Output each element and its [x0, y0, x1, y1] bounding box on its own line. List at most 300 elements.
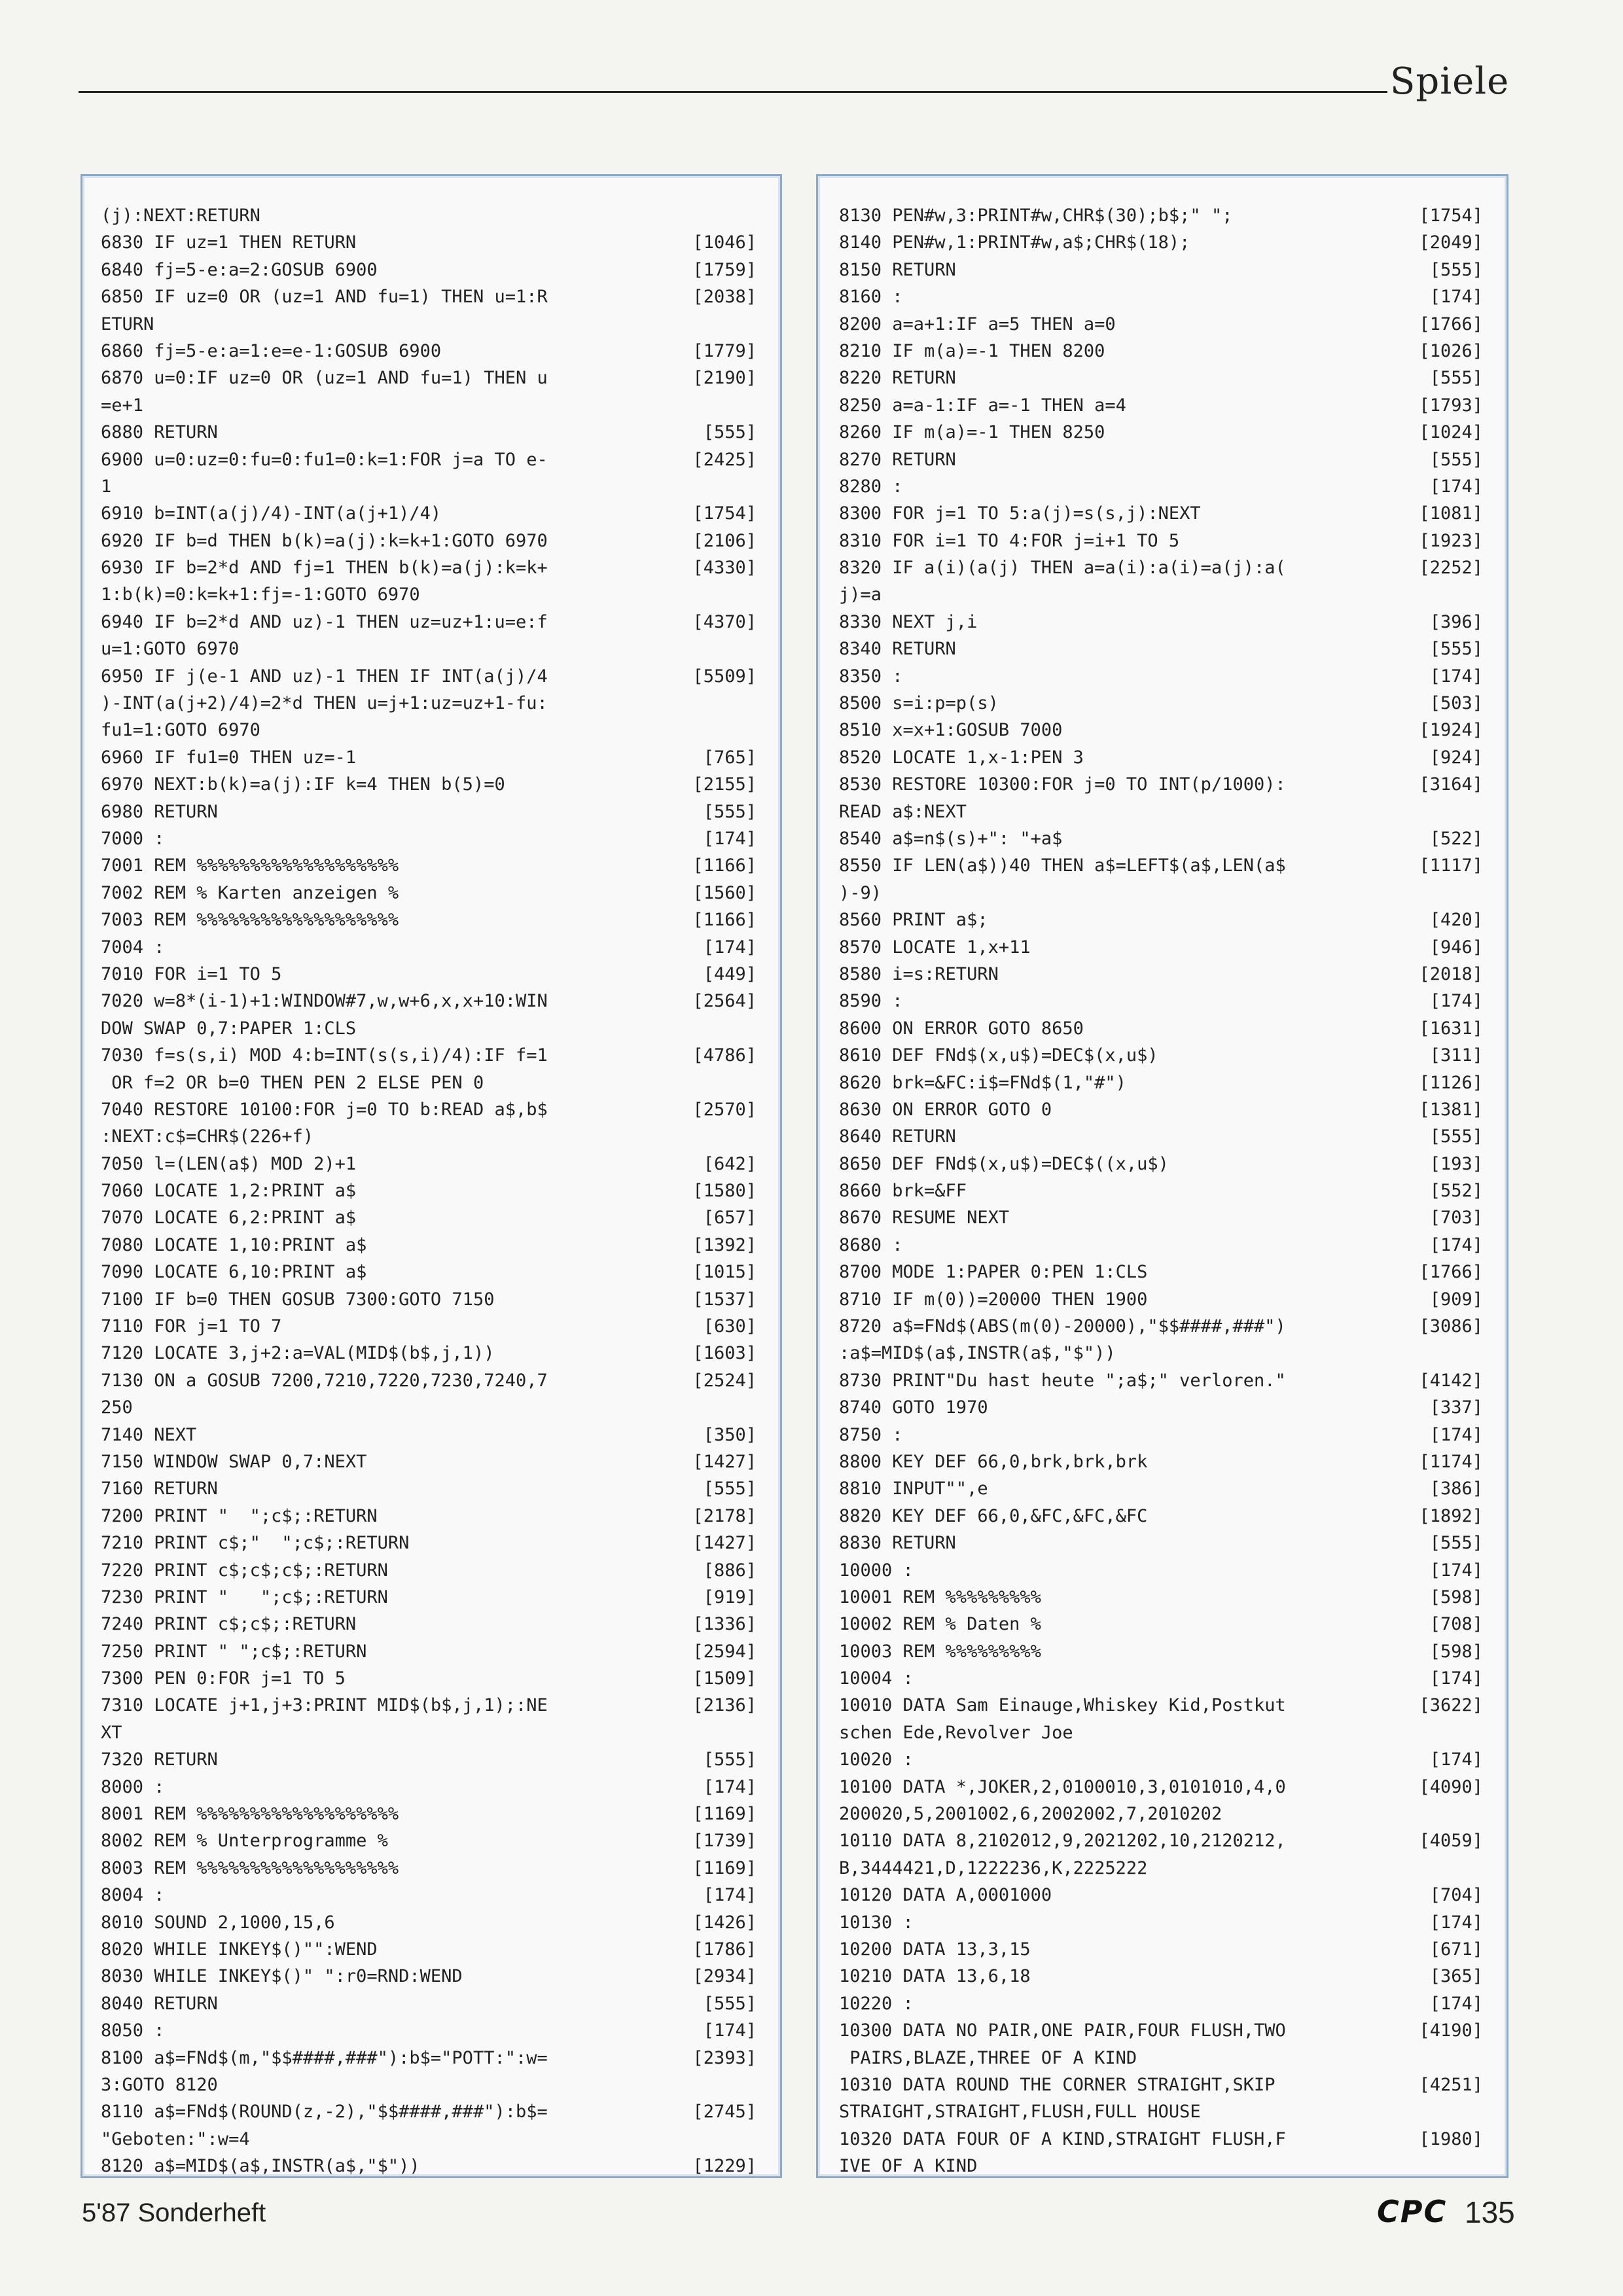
header-rule	[79, 91, 1387, 93]
code-text: 8520 LOCATE 1,x-1:PEN 3	[839, 747, 1084, 768]
code-line	[101, 798, 757, 825]
checksum: [555]	[1429, 1126, 1483, 1147]
code-text: 3:GOTO 8120	[101, 2074, 218, 2095]
checksum: [2049]	[1419, 232, 1483, 253]
checksum: [555]	[703, 801, 757, 822]
code-line	[101, 1638, 757, 1665]
code-text: 8800 KEY DEF 66,0,brk,brk,brk	[839, 1451, 1148, 1472]
checksum: [1766]	[1419, 1262, 1483, 1283]
checksum: [174]	[703, 937, 757, 958]
code-line	[101, 283, 757, 310]
code-line	[839, 1746, 1483, 1773]
code-text: 8650 DEF FNd$(x,u$)=DEC$((x,u$)	[839, 1153, 1169, 1174]
code-text: 8020 WHILE INKEY$()"":WEND	[101, 1939, 378, 1960]
code-text: 7310 LOCATE j+1,j+3:PRINT MID$(b$,j,1);:NE	[101, 1695, 548, 1716]
code-text: 8670 RESUME NEXT	[839, 1208, 1010, 1229]
code-text: 6960 IF fu1=0 THEN uz=-1	[101, 747, 357, 768]
code-text: 7100 IF b=0 THEN GOSUB 7300:GOTO 7150	[101, 1289, 495, 1310]
checksum: [522]	[1429, 828, 1483, 849]
code-line	[839, 1204, 1483, 1231]
checksum: [4190]	[1419, 2020, 1483, 2041]
checksum: [1046]	[692, 232, 757, 253]
checksum: [2570]	[692, 1099, 757, 1120]
code-text: 6920 IF b=d THEN b(k)=a(j):k=k+1:GOTO 6970	[101, 530, 548, 551]
code-line	[101, 1936, 757, 1963]
code-text: 8660 brk=&FF	[839, 1181, 967, 1202]
section-title: Spiele	[1390, 60, 1510, 103]
checksum: [1580]	[692, 1181, 757, 1202]
code-text: 8002 REM % Unterprogramme %	[101, 1831, 388, 1852]
code-text: 7210 PRINT c$;" ";c$;:RETURN	[101, 1533, 410, 1554]
checksum: [5509]	[692, 666, 757, 687]
checksum: [386]	[1429, 1479, 1483, 1499]
code-text: 8560 PRINT a$;	[839, 910, 988, 931]
code-line	[101, 1827, 757, 1854]
checksum: [657]	[703, 1208, 757, 1229]
checksum: [598]	[1429, 1641, 1483, 1662]
code-line	[101, 1313, 757, 1340]
checksum: [630]	[703, 1316, 757, 1337]
code-line	[101, 825, 757, 852]
code-line	[839, 636, 1483, 662]
code-text: 8720 a$=FNd$(ABS(m(0)-20000),"$$####,###")	[839, 1316, 1286, 1337]
code-line	[839, 1990, 1483, 2017]
code-line	[101, 1882, 757, 1909]
code-text: 7040 RESTORE 10100:FOR j=0 TO b:READ a$,b$	[101, 1099, 548, 1120]
code-line	[101, 1394, 757, 1421]
checksum: [2038]	[692, 287, 757, 308]
code-text: 8540 a$=n$(s)+": "+a$	[839, 828, 1063, 849]
code-line	[101, 690, 757, 717]
code-text: 8050 :	[101, 2020, 165, 2041]
code-line	[839, 1530, 1483, 1556]
checksum: [3622]	[1419, 1695, 1483, 1716]
checksum: [311]	[1429, 1045, 1483, 1066]
code-line	[839, 1774, 1483, 1801]
code-text: fu1=1:GOTO 6970	[101, 720, 260, 741]
code-text: 7250 PRINT " ";c$;:RETURN	[101, 1641, 367, 1662]
checksum: [924]	[1429, 747, 1483, 768]
checksum: [1759]	[692, 259, 757, 280]
code-text: 7000 :	[101, 828, 165, 849]
code-text: 8160 :	[839, 287, 903, 308]
code-text: 7090 LOCATE 6,10:PRINT a$	[101, 1262, 367, 1283]
checksum: [1509]	[692, 1668, 757, 1689]
code-text: 8830 RETURN	[839, 1533, 956, 1554]
code-line	[839, 1882, 1483, 1909]
code-line	[101, 1909, 757, 1936]
code-line	[101, 1665, 757, 1692]
checksum: [174]	[1429, 1912, 1483, 1933]
checksum: [503]	[1429, 693, 1483, 714]
code-text: 8150 RETURN	[839, 259, 956, 280]
code-line	[839, 283, 1483, 310]
checksum: [2190]	[692, 368, 757, 389]
code-text: 7020 w=8*(i-1)+1:WINDOW#7,w,w+6,x,x+10:WIN	[101, 991, 548, 1012]
checksum: [337]	[1429, 1397, 1483, 1418]
code-text: DOW SWAP 0,7:PAPER 1:CLS	[101, 1018, 357, 1039]
code-line	[839, 338, 1483, 365]
code-line	[101, 636, 757, 662]
checksum: [552]	[1429, 1181, 1483, 1202]
code-line	[839, 1151, 1483, 1177]
code-text: 8610 DEF FNd$(x,u$)=DEC$(x,u$)	[839, 1045, 1158, 1066]
code-text: 8740 GOTO 1970	[839, 1397, 988, 1418]
code-line	[101, 1232, 757, 1259]
code-text: 8750 :	[839, 1424, 903, 1445]
code-text: 8110 a$=FNd$(ROUND(z,-2),"$$####,###"):b$=	[101, 2102, 548, 2123]
checksum: [1117]	[1419, 855, 1483, 876]
code-text: 6900 u=0:uz=0:fu=0:fu1=0:k=1:FOR j=a TO e-	[101, 449, 548, 470]
code-line	[839, 609, 1483, 636]
checksum: [4251]	[1419, 2074, 1483, 2095]
code-text: schen Ede,Revolver Joe	[839, 1722, 1073, 1743]
checksum: [1169]	[692, 1804, 757, 1825]
code-text: 10300 DATA NO PAIR,ONE PAIR,FOUR FLUSH,TWO	[839, 2020, 1286, 2041]
page-number: 135	[1465, 2195, 1515, 2229]
listing-panel-right	[816, 174, 1508, 2178]
code-line	[839, 419, 1483, 446]
code-line	[101, 609, 757, 636]
checksum: [946]	[1429, 937, 1483, 958]
checksum: [1786]	[692, 1939, 757, 1960]
checksum: [396]	[1429, 611, 1483, 632]
code-line	[101, 1015, 757, 1042]
checksum: [449]	[703, 963, 757, 984]
code-line	[101, 1367, 757, 1394]
checksum: [2178]	[692, 1505, 757, 1526]
checksum: [4090]	[1419, 1776, 1483, 1797]
code-text: 7140 NEXT	[101, 1424, 197, 1445]
checksum: [642]	[703, 1153, 757, 1174]
code-line	[101, 663, 757, 690]
code-line	[101, 1448, 757, 1475]
code-text: 8003 REM %%%%%%%%%%%%%%%%%%%	[101, 1857, 399, 1878]
code-line	[839, 961, 1483, 988]
code-line	[839, 1422, 1483, 1448]
checksum: [555]	[1429, 639, 1483, 660]
code-text: 6940 IF b=2*d AND uz)-1 THEN uz=uz+1:u=e:f	[101, 611, 548, 632]
code-text: 10004 :	[839, 1668, 914, 1689]
code-line	[839, 1069, 1483, 1096]
code-line	[101, 528, 757, 554]
code-line	[839, 690, 1483, 717]
code-text: 7050 l=(LEN(a$) MOD 2)+1	[101, 1153, 357, 1174]
checksum: [1980]	[1419, 2128, 1483, 2149]
checksum: [2106]	[692, 530, 757, 551]
code-line	[101, 1963, 757, 1990]
code-line	[101, 1069, 757, 1096]
code-listing-right	[818, 176, 1507, 2180]
code-line	[101, 500, 757, 527]
checksum: [2425]	[692, 449, 757, 470]
checksum: [4142]	[1419, 1370, 1483, 1391]
code-text: u=1:GOTO 6970	[101, 639, 240, 660]
code-text: 7320 RETURN	[101, 1749, 218, 1770]
checksum: [1427]	[692, 1533, 757, 1554]
checksum: [1892]	[1419, 1505, 1483, 1526]
code-line	[101, 1096, 757, 1123]
code-text: 7001 REM %%%%%%%%%%%%%%%%%%%	[101, 855, 399, 876]
code-line	[101, 906, 757, 933]
checksum: [2136]	[692, 1695, 757, 1716]
code-line	[839, 473, 1483, 500]
code-text: 7120 LOCATE 3,j+2:a=VAL(MID$(b$,j,1))	[101, 1343, 495, 1364]
code-line	[839, 229, 1483, 256]
code-line	[839, 934, 1483, 961]
code-line	[101, 2126, 757, 2153]
code-line	[839, 202, 1483, 229]
checksum: [671]	[1429, 1939, 1483, 1960]
code-line	[839, 446, 1483, 473]
code-text: 6930 IF b=2*d AND fj=1 THEN b(k)=a(j):k=k+	[101, 558, 548, 579]
code-text: 8550 IF LEN(a$))40 THEN a$=LEFT$(a$,LEN(a$	[839, 855, 1286, 876]
code-line	[101, 1557, 757, 1584]
code-line	[101, 1204, 757, 1231]
checksum: [1126]	[1419, 1072, 1483, 1093]
checksum: [174]	[703, 2020, 757, 2041]
code-line	[839, 1611, 1483, 1638]
checksum: [2155]	[692, 774, 757, 795]
code-line	[839, 1367, 1483, 1394]
code-text: 8210 IF m(a)=-1 THEN 8200	[839, 340, 1105, 361]
code-line	[839, 2072, 1483, 2098]
code-text: 10220 :	[839, 1993, 914, 2014]
code-text: 8710 IF m(0))=20000 THEN 1900	[839, 1289, 1148, 1310]
checksum: [708]	[1429, 1614, 1483, 1635]
checksum: [1015]	[692, 1262, 757, 1283]
checksum: [1754]	[1419, 206, 1483, 226]
checksum: [2252]	[1419, 558, 1483, 579]
code-text: 8600 ON ERROR GOTO 8650	[839, 1018, 1084, 1039]
checksum: [1381]	[1419, 1099, 1483, 1120]
code-text: 8100 a$=FNd$(m,"$$####,###"):b$="POTT:":w=	[101, 2047, 548, 2068]
checksum: [4786]	[692, 1045, 757, 1066]
checksum: [555]	[703, 422, 757, 443]
code-text: 8120 a$=MID$(a$,INSTR(a$,"$"))	[101, 2156, 420, 2177]
code-text: 8300 FOR j=1 TO 5:a(j)=s(s,j):NEXT	[839, 503, 1201, 524]
code-text: 7150 WINDOW SWAP 0,7:NEXT	[101, 1451, 367, 1472]
code-line	[101, 419, 757, 446]
checksum: [1793]	[1419, 395, 1483, 416]
code-text: 8000 :	[101, 1776, 165, 1797]
code-text: 10130 :	[839, 1912, 914, 1933]
code-text: 10320 DATA FOUR OF A KIND,STRAIGHT FLUSH,F	[839, 2128, 1286, 2149]
checksum: [2393]	[692, 2047, 757, 2068]
checksum: [4370]	[692, 611, 757, 632]
checksum: [598]	[1429, 1587, 1483, 1607]
code-text: 6980 RETURN	[101, 801, 218, 822]
code-text: 6850 IF uz=0 OR (uz=1 AND fu=1) THEN u=1:R	[101, 287, 548, 308]
checksum: [1923]	[1419, 530, 1483, 551]
code-text: 10310 DATA ROUND THE CORNER STRAIGHT,SKIP	[839, 2074, 1275, 2095]
checksum: [2524]	[692, 1370, 757, 1391]
code-line	[839, 1665, 1483, 1692]
checksum: [2018]	[1419, 963, 1483, 984]
code-line	[839, 825, 1483, 852]
code-line	[839, 392, 1483, 419]
code-line	[101, 554, 757, 581]
checksum: [555]	[1429, 449, 1483, 470]
code-line	[839, 1827, 1483, 1854]
checksum: [1766]	[1419, 314, 1483, 334]
code-line	[839, 1719, 1483, 1746]
checksum: [174]	[1429, 991, 1483, 1012]
checksum: [555]	[1429, 259, 1483, 280]
code-line	[101, 1259, 757, 1285]
code-text: 10003 REM %%%%%%%%%	[839, 1641, 1041, 1662]
checksum: [555]	[703, 1993, 757, 2014]
code-text: 10100 DATA *,JOKER,2,0100010,3,0101010,4,0	[839, 1776, 1286, 1797]
checksum: [174]	[1429, 1234, 1483, 1255]
checksum: [193]	[1429, 1153, 1483, 1174]
code-line	[839, 554, 1483, 581]
code-text: 6950 IF j(e-1 AND uz)-1 THEN IF INT(a(j)/4	[101, 666, 548, 687]
code-text: 8200 a=a+1:IF a=5 THEN a=0	[839, 314, 1116, 334]
code-line	[101, 1719, 757, 1746]
code-line	[101, 1123, 757, 1150]
code-line	[101, 717, 757, 744]
code-text: 200020,5,2001002,6,2002002,7,2010202	[839, 1804, 1222, 1825]
code-line	[101, 202, 757, 229]
code-line	[101, 229, 757, 256]
code-text: 7230 PRINT " ";c$;:RETURN	[101, 1587, 388, 1607]
code-line	[101, 1503, 757, 1530]
code-text: 8580 i=s:RETURN	[839, 963, 999, 984]
code-text: XT	[101, 1722, 122, 1743]
code-text: 8630 ON ERROR GOTO 0	[839, 1099, 1052, 1120]
listing-panel-left	[80, 174, 782, 2178]
code-text: 7220 PRINT c$;c$;c$;:RETURN	[101, 1560, 388, 1581]
checksum: [350]	[703, 1424, 757, 1445]
code-line	[839, 1557, 1483, 1584]
checksum: [174]	[1429, 1993, 1483, 2014]
checksum: [765]	[703, 747, 757, 768]
code-text: 8730 PRINT"Du hast heute ";a$;" verloren."	[839, 1370, 1286, 1391]
code-line	[101, 1855, 757, 1882]
code-text: 6840 fj=5-e:a=2:GOSUB 6900	[101, 259, 378, 280]
code-text: ETURN	[101, 314, 154, 334]
code-text: 8004 :	[101, 1885, 165, 1906]
checksum: [174]	[703, 828, 757, 849]
code-text: 10000 :	[839, 1560, 914, 1581]
code-text: 7240 PRINT c$;c$;:RETURN	[101, 1614, 357, 1635]
code-line	[101, 880, 757, 906]
code-line	[839, 1448, 1483, 1475]
code-text: 8570 LOCATE 1,x+11	[839, 937, 1031, 958]
checksum: [2594]	[692, 1641, 757, 1662]
checksum: [1603]	[692, 1343, 757, 1364]
checksum: [1336]	[692, 1614, 757, 1635]
code-text: 8140 PEN#w,1:PRINT#w,a$;CHR$(18);	[839, 232, 1190, 253]
code-line	[839, 2126, 1483, 2153]
code-text: 8820 KEY DEF 66,0,&FC,&FC,&FC	[839, 1505, 1148, 1526]
code-line	[101, 581, 757, 608]
code-line	[839, 798, 1483, 825]
checksum: [1924]	[1419, 720, 1483, 741]
code-text: "Geboten:":w=4	[101, 2128, 250, 2149]
code-text: 8040 RETURN	[101, 1993, 218, 2014]
code-text: 10020 :	[839, 1749, 914, 1770]
code-line	[839, 663, 1483, 690]
code-line	[839, 1584, 1483, 1611]
checksum: [555]	[703, 1749, 757, 1770]
code-line	[101, 1042, 757, 1069]
code-line	[839, 1340, 1483, 1367]
code-line	[101, 338, 757, 365]
code-line	[101, 852, 757, 879]
code-text: 1:b(k)=0:k=k+1:fj=-1:GOTO 6970	[101, 584, 420, 605]
code-text: 7130 ON a GOSUB 7200,7210,7220,7230,7240,7	[101, 1370, 548, 1391]
code-text: (j):NEXT:RETURN	[101, 206, 260, 226]
checksum: [174]	[1429, 666, 1483, 687]
code-line	[101, 2072, 757, 2098]
code-line	[839, 1042, 1483, 1069]
code-text: PAIRS,BLAZE,THREE OF A KIND	[839, 2047, 1137, 2068]
checksum: [1081]	[1419, 503, 1483, 524]
code-line	[101, 988, 757, 1014]
code-text: 8510 x=x+1:GOSUB 7000	[839, 720, 1063, 741]
code-text: :a$=MID$(a$,INSTR(a$,"$"))	[839, 1343, 1116, 1364]
code-text: 8250 a=a-1:IF a=-1 THEN a=4	[839, 395, 1126, 416]
code-line	[839, 1638, 1483, 1665]
code-line	[101, 311, 757, 338]
code-line	[839, 880, 1483, 906]
code-text: 8270 RETURN	[839, 449, 956, 470]
magazine-logo: CPC	[1377, 2194, 1448, 2229]
code-text: 10120 DATA A,0001000	[839, 1885, 1052, 1906]
code-line	[839, 1909, 1483, 1936]
code-line	[839, 500, 1483, 527]
code-text: 6910 b=INT(a(j)/4)-INT(a(j+1)/4)	[101, 503, 442, 524]
code-text: 8010 SOUND 2,1000,15,6	[101, 1912, 335, 1933]
code-text: 8320 IF a(i)(a(j) THEN a=a(i):a(i)=a(j):a(	[839, 558, 1286, 579]
code-line	[839, 1936, 1483, 1963]
code-text: :NEXT:c$=CHR$(226+f)	[101, 1126, 314, 1147]
code-text: 10110 DATA 8,2102012,9,2021202,10,2120212,	[839, 1831, 1286, 1852]
code-text: 6870 u=0:IF uz=0 OR (uz=1 AND fu=1) THEN u	[101, 368, 548, 389]
code-line	[101, 392, 757, 419]
code-line	[839, 365, 1483, 391]
code-text: 8530 RESTORE 10300:FOR j=0 TO INT(p/1000):	[839, 774, 1286, 795]
checksum: [420]	[1429, 910, 1483, 931]
code-line	[839, 744, 1483, 771]
code-text: OR f=2 OR b=0 THEN PEN 2 ELSE PEN 0	[101, 1072, 484, 1093]
code-text: 7200 PRINT " ";c$;:RETURN	[101, 1505, 378, 1526]
code-line	[839, 771, 1483, 798]
code-text: 7010 FOR i=1 TO 5	[101, 963, 282, 984]
code-line	[101, 1692, 757, 1719]
checksum: [1024]	[1419, 422, 1483, 443]
checksum: [555]	[1429, 1533, 1483, 1554]
code-line	[839, 1692, 1483, 1719]
code-text: 8220 RETURN	[839, 368, 956, 389]
checksum: [174]	[1429, 1560, 1483, 1581]
code-line	[101, 1177, 757, 1204]
code-text: 7070 LOCATE 6,2:PRINT a$	[101, 1208, 357, 1229]
code-line	[101, 1611, 757, 1638]
code-text: 7030 f=s(s,i) MOD 4:b=INT(s(s,i)/4):IF f=1	[101, 1045, 548, 1066]
code-text: 8500 s=i:p=p(s)	[839, 693, 999, 714]
code-text: 8340 RETURN	[839, 639, 956, 660]
code-line	[101, 1801, 757, 1827]
checksum: [886]	[703, 1560, 757, 1581]
code-text: j)=a	[839, 584, 882, 605]
code-text: 7160 RETURN	[101, 1479, 218, 1499]
checksum: [1427]	[692, 1451, 757, 1472]
checksum: [1426]	[692, 1912, 757, 1933]
checksum: [1026]	[1419, 340, 1483, 361]
